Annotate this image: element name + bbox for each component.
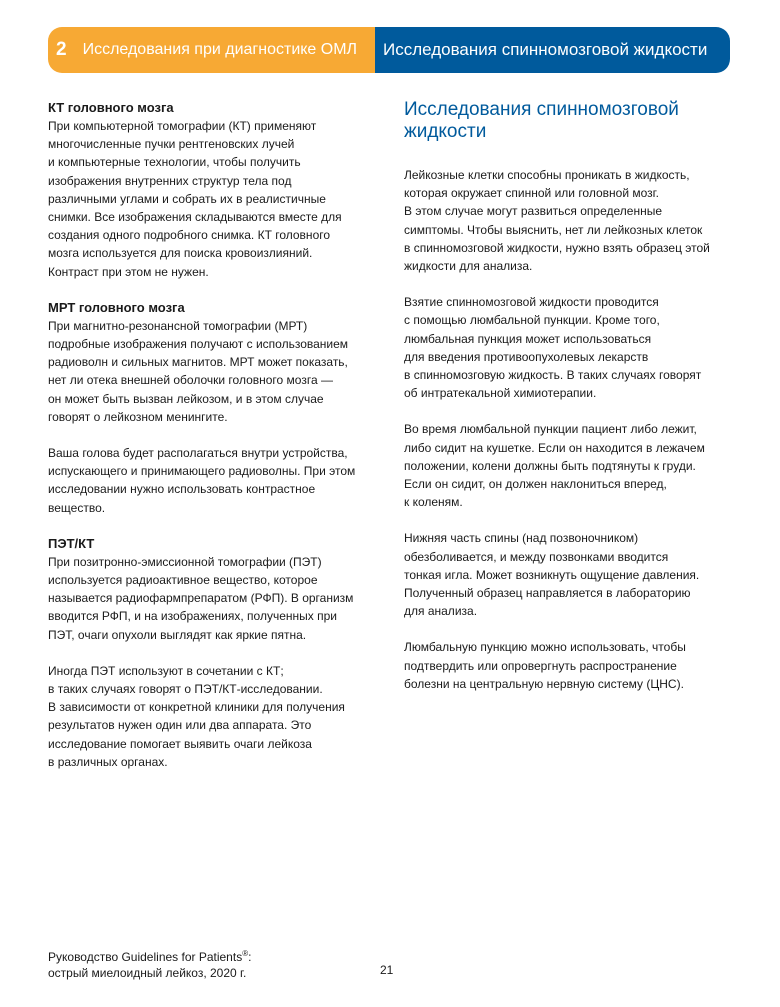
text-line: он может быть вызван лейкозом, и в этом случае bbox=[48, 391, 324, 406]
text-line: изображения внутренних структур тела под bbox=[48, 173, 292, 188]
text-line: обезболивается, и между позвонками вводится bbox=[404, 549, 669, 564]
text-line: снимки. Все изображения складываются вместе для bbox=[48, 210, 342, 225]
text-line: подробные изображения получают с использованием bbox=[48, 337, 349, 352]
chapter-tab bbox=[48, 27, 375, 73]
right-column bbox=[404, 99, 734, 693]
text-line: В этом случае могут развиться определенные bbox=[404, 204, 663, 219]
pet-paragraph-1 bbox=[48, 553, 378, 644]
text-line: болезни на центральную нервную систему (ЦНС). bbox=[404, 676, 684, 691]
text-line: При позитронно-эмиссионной томографии (ПЭТ) bbox=[48, 554, 322, 569]
text-line: исследовании нужно использовать контрастное bbox=[48, 482, 316, 497]
text-line: говорят о лейкозном менингите. bbox=[48, 409, 228, 424]
text-line: либо сидит на кушетке. Если он находится в лежачем bbox=[404, 440, 705, 455]
text-line: Если он сидит, он должен наклониться вперед, bbox=[404, 477, 667, 492]
text-line: многочисленные пучки рентгеновских лучей bbox=[48, 137, 295, 152]
text-line: подтвердить или опровергнуть распространение bbox=[404, 658, 677, 673]
csf-paragraph-2 bbox=[404, 293, 734, 402]
text-line: тонкая игла. Может возникнуть ощущение давления. bbox=[404, 567, 700, 582]
text-line: используется радиоактивное вещество, которое bbox=[48, 573, 318, 588]
text-line: в различных органах. bbox=[48, 754, 168, 769]
csf-paragraph-1 bbox=[404, 166, 734, 275]
text-line: мозга используется для поиска кровоизлияний. bbox=[48, 246, 313, 261]
section-heading bbox=[404, 99, 734, 143]
chapter-header bbox=[48, 27, 730, 73]
text-line: с помощью люмбальной пункции. Кроме того, bbox=[404, 313, 660, 328]
text-line: Иногда ПЭТ используют в сочетании с КТ; bbox=[48, 663, 284, 678]
text-line: Контраст при этом не нужен. bbox=[48, 264, 209, 279]
text-line: и компьютерные технологии, чтобы получить bbox=[48, 155, 301, 170]
csf-paragraph-5 bbox=[404, 638, 734, 693]
footer-line-1 bbox=[48, 949, 251, 965]
left-column bbox=[48, 99, 378, 771]
text-line: симптомы. Чтобы выяснить, нет ли лейкозных клеток bbox=[404, 222, 703, 237]
text-line: вещество. bbox=[48, 500, 106, 515]
text-line: называется радиофармпрепаратом (РФП). В организм bbox=[48, 591, 354, 606]
text-line: исследование помогает выявить очаги лейкоза bbox=[48, 736, 312, 751]
text-line: При компьютерной томографии (КТ) применяют bbox=[48, 119, 317, 133]
page-number: 21 bbox=[380, 963, 394, 977]
text-line: радиоволн и сильных магнитов. МРТ может показать, bbox=[48, 355, 348, 370]
pet-heading: ПЭТ/КТ bbox=[48, 535, 95, 551]
footer-guide-title bbox=[48, 949, 251, 981]
text-line: испускающего и принимающего радиоволны. При этом bbox=[48, 464, 356, 479]
text-line: к коленям. bbox=[404, 495, 463, 510]
footer-line-1-colon: : bbox=[248, 950, 252, 964]
text-line: результатов нужен один или два аппарата. Это bbox=[48, 718, 312, 733]
text-line: различными углами и собрать их в реалистичные bbox=[48, 191, 326, 206]
mri-paragraph-2 bbox=[48, 444, 378, 517]
text-line: вводится РФП, и на изображениях, полученных при bbox=[48, 609, 337, 624]
text-line: При магнитно-резонансной томографии (МРТ) bbox=[48, 318, 308, 333]
text-line: которая окружает спинной или головной мозг. bbox=[404, 186, 659, 201]
text-line: в таких случаях говорят о ПЭТ/КТ-исследовании. bbox=[48, 682, 323, 697]
footer-line-2: острый миелоидный лейкоз, 2020 г. bbox=[48, 966, 247, 980]
text-line: положении, колени должны быть подтянуты к груди. bbox=[404, 458, 696, 473]
text-line: в спинномозговую жидкость. В таких случаях говорят bbox=[404, 368, 702, 383]
csf-paragraph-4 bbox=[404, 529, 734, 620]
chapter-title: Исследования при диагностике ОМЛ bbox=[82, 41, 358, 58]
text-line: Нижняя часть спины (над позвоночником) bbox=[404, 531, 639, 546]
chapter-number: 2 bbox=[56, 39, 67, 60]
footer-line-1-text: Руководство Guidelines for Patients bbox=[48, 950, 243, 964]
text-line: Во время люмбальной пункции пациент либо лежит, bbox=[404, 422, 697, 437]
text-line: ПЭТ, очаги опухоли выглядят как яркие пятна. bbox=[48, 627, 307, 642]
registered-mark: ® bbox=[242, 949, 249, 958]
ct-paragraph bbox=[48, 117, 378, 281]
text-line: об интратекальной химиотерапии. bbox=[404, 386, 597, 401]
text-line: Люмбальную пункцию можно использовать, чтобы bbox=[404, 640, 686, 655]
text-line: нет ли отека внешней оболочки головного мозга — bbox=[48, 373, 333, 388]
ct-heading: КТ головного мозга bbox=[48, 100, 174, 115]
text-line: в спинномозговой жидкости, нужно взять образец этой bbox=[404, 240, 710, 255]
text-line: для введения противоопухолевых лекарств bbox=[404, 349, 649, 364]
section-heading-line-1: Исследования спинномозговой bbox=[404, 99, 679, 120]
text-line: люмбальная пункция может использоваться bbox=[404, 331, 652, 346]
section-title-bar: Исследования спинномозговой жидкости bbox=[375, 27, 730, 73]
text-line: Полученный образец направляется в лабораторию bbox=[404, 586, 691, 601]
mri-paragraph-1 bbox=[48, 317, 378, 426]
text-line: жидкости для анализа. bbox=[404, 259, 533, 274]
text-line: Лейкозные клетки способны проникать в жидкость, bbox=[404, 168, 690, 182]
text-line: для анализа. bbox=[404, 604, 478, 619]
text-line: создания одного подробного снимка. КТ головного bbox=[48, 228, 331, 243]
section-heading-line-2: жидкости bbox=[404, 121, 487, 142]
pet-paragraph-2 bbox=[48, 662, 378, 771]
text-line: Ваша голова будет располагаться внутри устройства, bbox=[48, 446, 348, 461]
mri-heading: МРТ головного мозга bbox=[48, 299, 185, 315]
text-line: В зависимости от конкретной клиники для получения bbox=[48, 700, 345, 715]
csf-paragraph-3 bbox=[404, 420, 734, 511]
text-line: Взятие спинномозговой жидкости проводится bbox=[404, 295, 659, 310]
